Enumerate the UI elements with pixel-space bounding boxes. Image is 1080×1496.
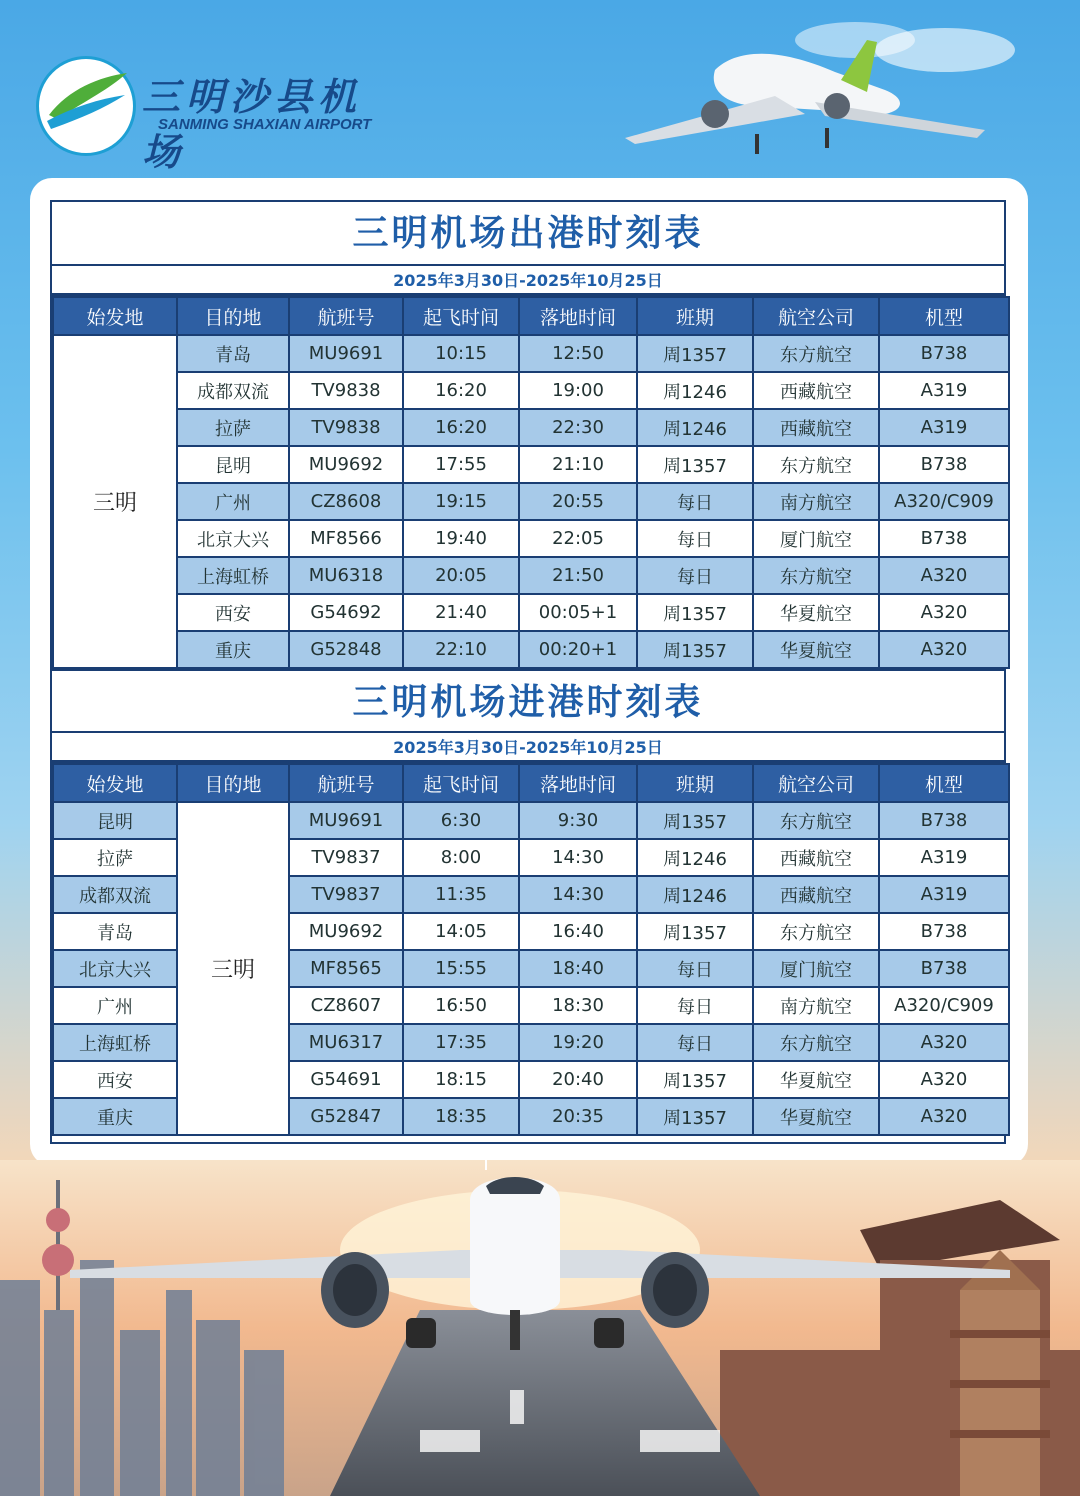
table-cell: 8:00 xyxy=(403,839,519,876)
table-cell: 18:30 xyxy=(519,987,637,1024)
table-cell: A320 xyxy=(879,1061,1009,1098)
table-cell: 成都双流 xyxy=(177,372,289,409)
table-cell: 10:15 xyxy=(403,335,519,372)
table-cell: 周1246 xyxy=(637,876,753,913)
table-cell: 18:40 xyxy=(519,950,637,987)
table-cell: 周1357 xyxy=(637,446,753,483)
arrivals-table xyxy=(52,763,1010,1136)
table-cell: 22:10 xyxy=(403,631,519,668)
table-cell: 14:30 xyxy=(519,839,637,876)
table-cell: A320 xyxy=(879,1098,1009,1135)
table-cell: A320 xyxy=(879,594,1009,631)
logo-english-name: SANMING SHAXIAN AIRPORT xyxy=(158,116,372,133)
table-cell: 周1357 xyxy=(637,631,753,668)
table-cell: 周1246 xyxy=(637,372,753,409)
col-header: 航空公司 xyxy=(753,297,879,335)
table-cell: 每日 xyxy=(637,557,753,594)
table-cell: B738 xyxy=(879,446,1009,483)
table-cell: A320 xyxy=(879,631,1009,668)
col-header: 落地时间 xyxy=(519,297,637,335)
table-cell: CZ8608 xyxy=(289,483,403,520)
table-cell: MU9691 xyxy=(289,802,403,839)
col-header: 目的地 xyxy=(177,764,289,802)
table-cell: 21:40 xyxy=(403,594,519,631)
table-row xyxy=(53,446,1009,483)
table-cell: 11:35 xyxy=(403,876,519,913)
table-cell: 周1357 xyxy=(637,1061,753,1098)
airport-logo xyxy=(30,48,390,174)
col-header: 落地时间 xyxy=(519,764,637,802)
table-cell: 青岛 xyxy=(53,913,177,950)
table-cell: 昆明 xyxy=(53,802,177,839)
header xyxy=(0,0,1080,180)
table-cell: 东方航空 xyxy=(753,1024,879,1061)
table-row xyxy=(53,483,1009,520)
table-cell: 15:55 xyxy=(403,950,519,987)
table-cell: 东方航空 xyxy=(753,335,879,372)
table-cell: 16:40 xyxy=(519,913,637,950)
table-cell: 拉萨 xyxy=(177,409,289,446)
table-cell: 14:05 xyxy=(403,913,519,950)
destination-cell: 三明 xyxy=(177,802,289,1135)
arrivals-header-row xyxy=(53,764,1009,802)
table-row xyxy=(53,409,1009,446)
table-cell: MU6318 xyxy=(289,557,403,594)
table-cell: 周1357 xyxy=(637,335,753,372)
table-cell: 6:30 xyxy=(403,802,519,839)
logo-chinese-name: 三明沙县机场 xyxy=(142,74,363,174)
table-cell: B738 xyxy=(879,520,1009,557)
table-row xyxy=(53,372,1009,409)
table-cell: 18:15 xyxy=(403,1061,519,1098)
table-cell: 20:05 xyxy=(403,557,519,594)
table-cell: 周1357 xyxy=(637,802,753,839)
table-row xyxy=(53,520,1009,557)
table-cell: G52847 xyxy=(289,1098,403,1135)
table-cell: 17:55 xyxy=(403,446,519,483)
table-cell: 18:35 xyxy=(403,1098,519,1135)
table-cell: MU9692 xyxy=(289,446,403,483)
table-cell: TV9837 xyxy=(289,876,403,913)
table-cell: 16:50 xyxy=(403,987,519,1024)
table-cell: MU9692 xyxy=(289,913,403,950)
table-cell: 每日 xyxy=(637,987,753,1024)
col-header: 始发地 xyxy=(53,297,177,335)
table-cell: 北京大兴 xyxy=(53,950,177,987)
table-cell: 14:30 xyxy=(519,876,637,913)
table-cell: 东方航空 xyxy=(753,446,879,483)
table-cell: 华夏航空 xyxy=(753,1061,879,1098)
table-cell: 19:40 xyxy=(403,520,519,557)
table-cell: 16:20 xyxy=(403,409,519,446)
table-cell: A319 xyxy=(879,876,1009,913)
arrivals-title: 三明机场进港时刻表 xyxy=(52,669,1004,733)
table-cell: 周1246 xyxy=(637,839,753,876)
table-cell: A320 xyxy=(879,1024,1009,1061)
departures-title: 三明机场出港时刻表 xyxy=(52,202,1004,266)
arrivals-date-range: 2025年3月30日-2025年10月25日 xyxy=(52,733,1004,763)
table-cell: 成都双流 xyxy=(53,876,177,913)
table-row xyxy=(53,594,1009,631)
col-header: 班期 xyxy=(637,297,753,335)
table-cell: TV9837 xyxy=(289,839,403,876)
table-cell: 20:55 xyxy=(519,483,637,520)
table-cell: 华夏航空 xyxy=(753,594,879,631)
origin-cell: 三明 xyxy=(53,335,177,668)
table-cell: 西藏航空 xyxy=(753,876,879,913)
table-cell: 16:20 xyxy=(403,372,519,409)
table-cell: 西藏航空 xyxy=(753,409,879,446)
col-header: 起飞时间 xyxy=(403,764,519,802)
table-cell: B738 xyxy=(879,913,1009,950)
table-row xyxy=(53,631,1009,668)
table-cell: MU6317 xyxy=(289,1024,403,1061)
table-cell: 重庆 xyxy=(53,1098,177,1135)
table-cell: CZ8607 xyxy=(289,987,403,1024)
table-row xyxy=(53,557,1009,594)
table-cell: 拉萨 xyxy=(53,839,177,876)
table-cell: MU9691 xyxy=(289,335,403,372)
departures-table xyxy=(52,296,1010,669)
table-cell: 每日 xyxy=(637,483,753,520)
table-cell: 周1357 xyxy=(637,594,753,631)
table-cell: 20:35 xyxy=(519,1098,637,1135)
table-cell: 青岛 xyxy=(177,335,289,372)
schedule-sheet xyxy=(50,200,1006,1144)
table-cell: MF8565 xyxy=(289,950,403,987)
table-cell: 厦门航空 xyxy=(753,950,879,987)
table-cell: 19:00 xyxy=(519,372,637,409)
table-cell: A319 xyxy=(879,409,1009,446)
table-cell: 西藏航空 xyxy=(753,372,879,409)
table-cell: 每日 xyxy=(637,1024,753,1061)
table-row xyxy=(53,335,1009,372)
table-cell: 上海虹桥 xyxy=(177,557,289,594)
departures-date-range: 2025年3月30日-2025年10月25日 xyxy=(52,266,1004,296)
table-cell: G52848 xyxy=(289,631,403,668)
table-cell: 周1357 xyxy=(637,913,753,950)
table-cell: 22:30 xyxy=(519,409,637,446)
table-cell: 9:30 xyxy=(519,802,637,839)
table-cell: A320/C909 xyxy=(879,987,1009,1024)
table-cell: 广州 xyxy=(177,483,289,520)
airplane-illustration xyxy=(605,10,1065,170)
table-cell: 每日 xyxy=(637,520,753,557)
col-header: 目的地 xyxy=(177,297,289,335)
col-header: 航班号 xyxy=(289,297,403,335)
logo-emblem xyxy=(36,56,136,156)
table-cell: B738 xyxy=(879,950,1009,987)
table-cell: 东方航空 xyxy=(753,802,879,839)
table-cell: A320 xyxy=(879,557,1009,594)
col-header: 航空公司 xyxy=(753,764,879,802)
table-cell: 21:50 xyxy=(519,557,637,594)
table-cell: MF8566 xyxy=(289,520,403,557)
table-cell: B738 xyxy=(879,802,1009,839)
table-cell: 17:35 xyxy=(403,1024,519,1061)
table-cell: 西安 xyxy=(53,1061,177,1098)
table-cell: 重庆 xyxy=(177,631,289,668)
table-cell: 广州 xyxy=(53,987,177,1024)
table-cell: 北京大兴 xyxy=(177,520,289,557)
table-cell: 21:10 xyxy=(519,446,637,483)
table-cell: TV9838 xyxy=(289,409,403,446)
table-cell: A319 xyxy=(879,839,1009,876)
table-cell: 上海虹桥 xyxy=(53,1024,177,1061)
table-cell: 华夏航空 xyxy=(753,1098,879,1135)
col-header: 起飞时间 xyxy=(403,297,519,335)
col-header: 班期 xyxy=(637,764,753,802)
table-cell: B738 xyxy=(879,335,1009,372)
table-cell: 西藏航空 xyxy=(753,839,879,876)
table-cell: 厦门航空 xyxy=(753,520,879,557)
departures-header-row xyxy=(53,297,1009,335)
col-header: 机型 xyxy=(879,297,1009,335)
table-cell: A320/C909 xyxy=(879,483,1009,520)
table-cell: 南方航空 xyxy=(753,483,879,520)
table-cell: 昆明 xyxy=(177,446,289,483)
col-header: 航班号 xyxy=(289,764,403,802)
table-cell: G54692 xyxy=(289,594,403,631)
table-row xyxy=(53,802,1009,839)
table-cell: 每日 xyxy=(637,950,753,987)
table-cell: 20:40 xyxy=(519,1061,637,1098)
table-cell: G54691 xyxy=(289,1061,403,1098)
col-header: 机型 xyxy=(879,764,1009,802)
table-cell: 00:20+1 xyxy=(519,631,637,668)
table-cell: 22:05 xyxy=(519,520,637,557)
table-cell: 19:20 xyxy=(519,1024,637,1061)
table-cell: 周1357 xyxy=(637,1098,753,1135)
table-cell: 周1246 xyxy=(637,409,753,446)
runway-scene-illustration xyxy=(0,1160,1080,1496)
table-cell: 12:50 xyxy=(519,335,637,372)
table-cell: 19:15 xyxy=(403,483,519,520)
table-cell: 华夏航空 xyxy=(753,631,879,668)
table-cell: 西安 xyxy=(177,594,289,631)
col-header: 始发地 xyxy=(53,764,177,802)
table-cell: 东方航空 xyxy=(753,557,879,594)
table-cell: TV9838 xyxy=(289,372,403,409)
table-cell: 东方航空 xyxy=(753,913,879,950)
table-cell: A319 xyxy=(879,372,1009,409)
table-cell: 南方航空 xyxy=(753,987,879,1024)
table-cell: 00:05+1 xyxy=(519,594,637,631)
